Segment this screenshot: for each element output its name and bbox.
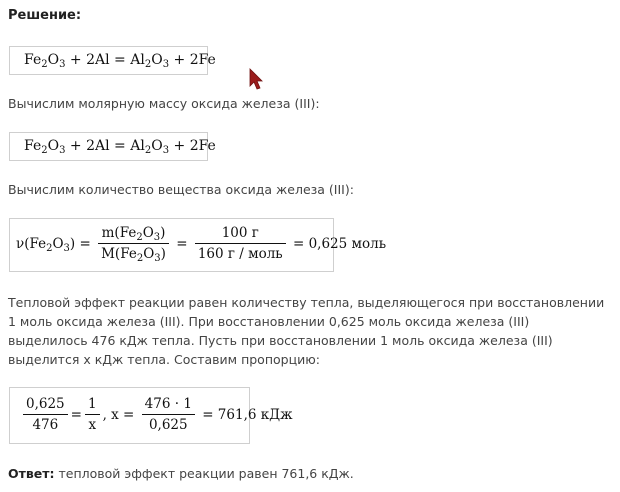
frac-den-value: 160 г / моль — [197, 246, 283, 262]
eq1-sub: 2 — [41, 59, 48, 70]
eq1-end: + 2Fe — [169, 52, 216, 68]
equation-box-4 — [9, 387, 293, 444]
eq2-end: + 2Fe — [169, 138, 216, 154]
eq3-o: O — [142, 225, 154, 241]
eq3-paren: ) — [69, 235, 76, 252]
eq2-o: O — [151, 138, 163, 154]
fraction-proportion-left — [23, 396, 68, 433]
eq3-paren: ) — [160, 225, 166, 241]
frac-den: 476 — [32, 417, 59, 433]
equation-box-1 — [9, 46, 216, 75]
equation-box-2 — [9, 132, 216, 161]
eq1-sub: 2 — [144, 59, 152, 70]
eq2-sub: 2 — [41, 145, 48, 156]
frac-num: 476 · 1 — [142, 396, 195, 415]
mouse-pointer-icon — [247, 67, 265, 91]
eq2-sub: 3 — [59, 145, 66, 156]
eq3-nu: ν(Fe — [16, 235, 47, 252]
paragraph-line: 1 моль оксида железа (III). При восстановлении 0,625 моль оксида железа (III) — [8, 314, 530, 329]
answer-label: Ответ: — [8, 466, 55, 481]
eq3-equals: = — [79, 235, 91, 252]
fraction-proportion-right — [85, 396, 100, 433]
eq2-sub: 3 — [162, 145, 170, 156]
frac-den: x — [88, 417, 97, 433]
paragraph-line: выделилось 476 кДж тепла. Пусть при восстановлении 1 моль оксида железа (III) — [8, 333, 553, 348]
answer-line — [8, 464, 354, 483]
fraction-mass-over-molar — [98, 225, 169, 262]
eq4-result: = 761,6 кДж — [202, 406, 293, 423]
eq3-o: O — [143, 246, 155, 262]
eq2-sub: 2 — [144, 145, 152, 156]
solution-title: Решение: — [8, 8, 82, 23]
frac-num-value: 100 г — [195, 225, 286, 244]
eq3-sub: 3 — [63, 242, 70, 254]
eq1-sub: 3 — [59, 59, 66, 70]
eq3-paren: ) — [160, 246, 166, 262]
eq1-o: O — [47, 52, 60, 68]
frac-num: 0,625 — [23, 396, 68, 415]
equation-box-3 — [9, 218, 387, 272]
eq3-o: O — [52, 235, 64, 252]
paragraph-line: Тепловой эффект реакции равен количеству тепла, выделяющегося при восстановлении — [8, 295, 605, 310]
eq1-o: O — [151, 52, 163, 68]
eq3-sub: 2 — [136, 253, 144, 264]
eq3-sub: 3 — [153, 232, 161, 243]
eq1-sub: 3 — [162, 59, 170, 70]
text-molar-mass: Вычислим молярную массу оксида железа (III): — [8, 96, 320, 111]
eq4-x-equals: x = — [111, 406, 135, 423]
text-amount: Вычислим количество вещества оксида железа (III): — [8, 182, 354, 197]
eq3-result: = 0,625 моль — [292, 235, 387, 252]
frac-num-mass: m(Fe — [101, 225, 137, 241]
frac-den: 0,625 — [148, 417, 188, 433]
eq2-mid: + 2Al = Al — [65, 138, 145, 154]
eq3-equals: = — [176, 235, 188, 252]
paragraph-heat-effect — [8, 293, 604, 369]
eq4-comma: , — [102, 406, 107, 423]
frac-den-molar: M(Fe — [101, 246, 137, 262]
eq2-o: O — [47, 138, 60, 154]
eq3-sub: 2 — [46, 242, 53, 254]
eq1-fe: Fe — [24, 52, 42, 68]
fraction-x-value — [142, 396, 195, 433]
eq4-equals: = — [70, 406, 82, 423]
frac-num: 1 — [85, 396, 100, 415]
eq3-sub: 3 — [154, 253, 161, 264]
eq3-sub: 2 — [136, 232, 143, 243]
fraction-values — [195, 225, 286, 262]
answer-text: тепловой эффект реакции равен 761,6 кДж. — [54, 466, 354, 481]
eq1-mid: + 2Al = Al — [65, 52, 145, 68]
paragraph-line: выделится x кДж тепла. Составим пропорцию: — [8, 352, 320, 367]
eq2-fe: Fe — [24, 138, 42, 154]
